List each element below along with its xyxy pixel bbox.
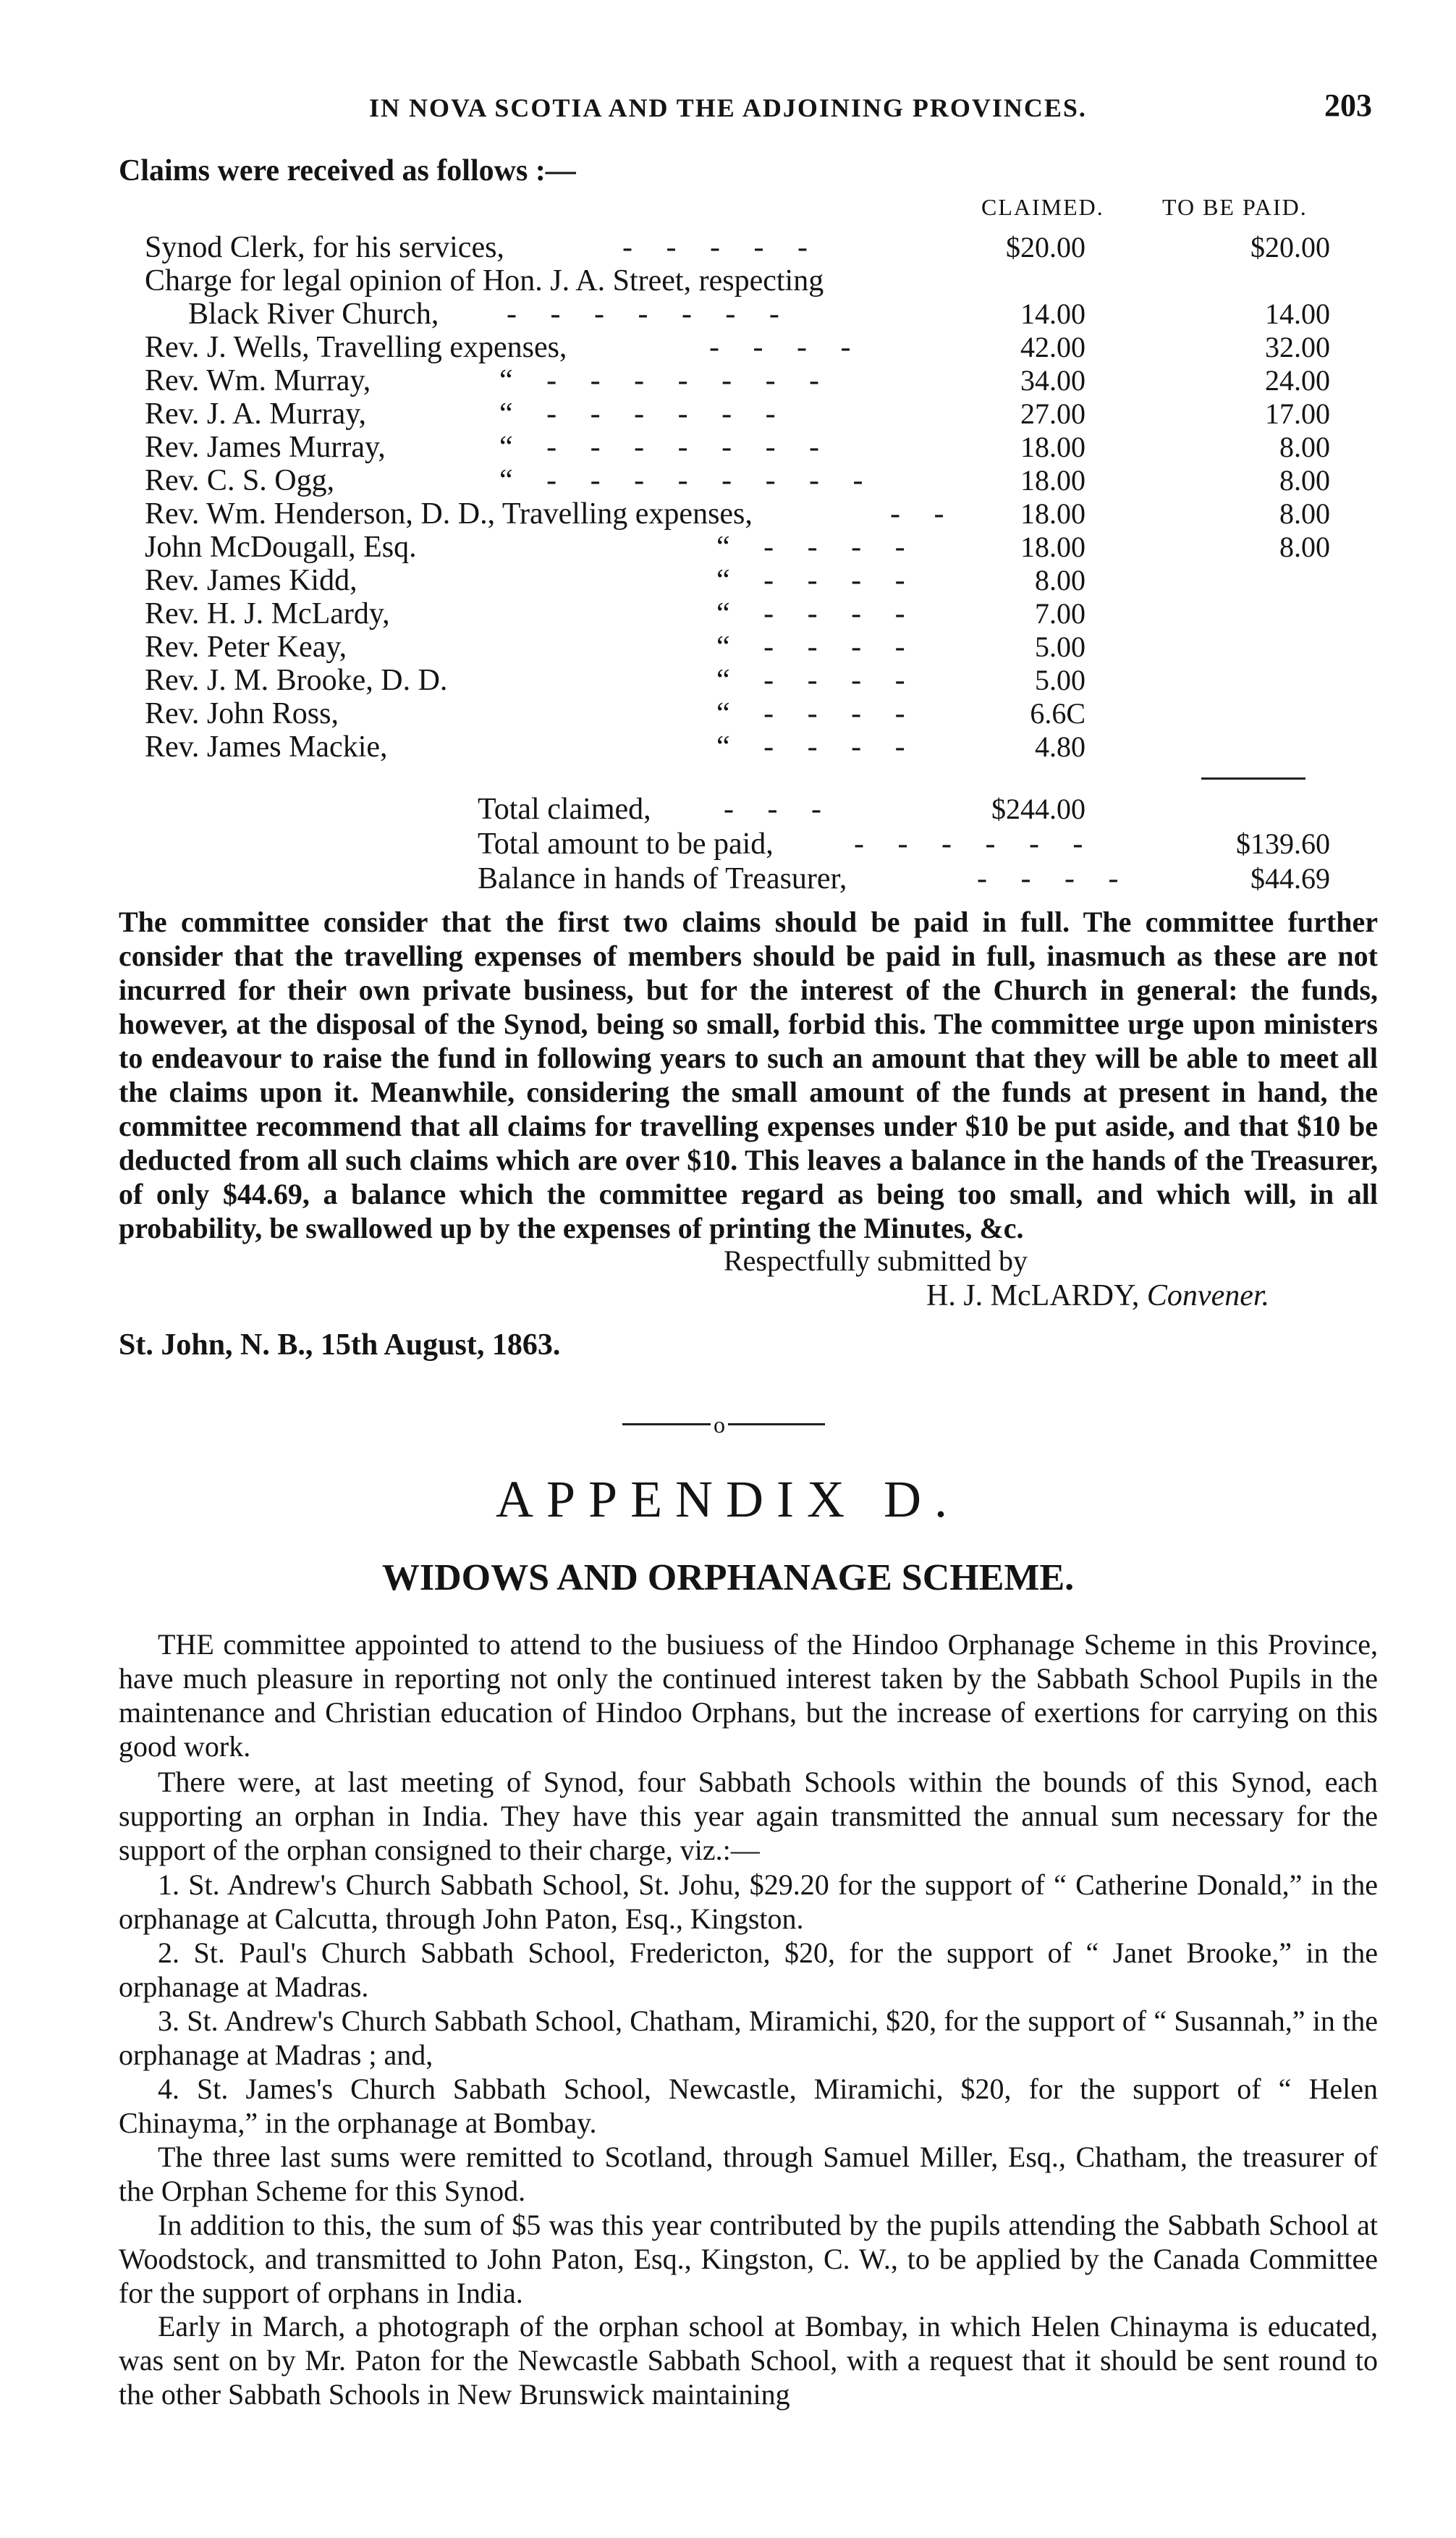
table-row [0,730,1456,763]
leader-dots: “ - - - - [716,664,918,697]
paragraph: The three last sums were remitted to Scotland, through Samuel Miller, Esq., Chatham, the treasurer of the Orphan Scheme for this Synod. [119,2141,1378,2207]
total-label: Balance in hands of Treasurer, [478,862,847,895]
total-row [0,792,1456,825]
claimed-amount: 18.00 [1020,431,1085,463]
balance-amount: $44.69 [1250,862,1330,895]
paragraph: Early in March, a photograph of the orphan school at Bombay, in which Helen Chinayma is educated, was sent on by Mr. Paton for the Newcastle Sabbath School, with a request that it should be sent round to the other Sabbath Schools in New Brunswick maintaining [119,2310,1378,2411]
running-title: IN NOVA SCOTIA AND THE ADJOINING PROVINCES. [369,93,1087,122]
claim-label: Rev. James Kidd, [145,564,357,597]
column-header-claimed: CLAIMED. [981,194,1104,220]
table-row [0,230,1456,264]
claim-label: Rev. H. J. McLardy, [145,597,390,631]
table-row [0,696,1456,730]
leader-dots: “ - - - - [716,730,918,764]
paragraph: THE committee appointed to attend to the busiuess of the Hindoo Orphanage Scheme in this Province, have much pleasure in reporting not only the continued interest taken by the Sabbath School Pupils in the maintenance and Christian education of Hindoo Orphans, but the increase of exertions for carrying on this good work. [119,1628,1378,1763]
table-row [0,596,1456,630]
list-item: 4. St. James's Church Sabbath School, Newcastle, Miramichi, $20, for the support of “ Helen Chinayma,” in the orphanage at Bombay. [119,2073,1378,2139]
claimed-amount: 27.00 [1020,397,1085,430]
leader-dots: - - - - - - - [507,298,792,331]
table-row [0,264,1456,297]
signer-role: Convener. [1146,1279,1270,1312]
paragraph: In addition to this, the sum of $5 was this year contributed by the pupils attending the Sabbath School at Woodstock, and transmitted to John Paton, Esq., Kingston, C. W., to be applied by the Canada Committee for the support of orphans in India. [119,2209,1378,2309]
table-row [0,663,1456,696]
claim-label: Rev. Peter Keay, [145,631,347,664]
list-item: 2. St. Paul's Church Sabbath School, Fredericton, $20, for the support of “ Janet Brooke,” in the orphanage at Madras. [119,1936,1378,2003]
committee-report-paragraph: The committee consider that the first two claims should be paid in full. The committee further consider that the travelling expenses of members should be paid in full, inasmuch as these are not incurred for their own private business, but for the interest of the Church in general: the funds, however, at the disposal of the Synod, being so small, forbid this. The committee urge upon ministers to endeavour to raise the fund in following years to such an amount that they will be able to meet all the claims upon it. Meanwhile, considering the small amount of the funds at present in hand, the committee recommend that all claims for travelling expenses under $10 be put aside, and that $10 be deducted from all such claims which are over $10. This leaves a balance in the hands of the Treasurer, of only $44.69, a balance which the committee regard as being too small, and which will, in all probability, be swallowed up by the expenses of printing the Minutes, &c. [119,906,1378,1244]
claim-label: Black River Church, [188,298,439,331]
claimed-amount: 18.00 [1020,464,1085,497]
paid-amount: 8.00 [1279,497,1330,530]
claimed-amount: 7.00 [1035,597,1085,630]
leader-dots: - - - - - - [854,827,1096,861]
total-label: Total amount to be paid, [478,827,774,861]
claimed-amount: $20.00 [1006,231,1085,264]
claimed-amount: 18.00 [1020,497,1085,530]
total-row [0,827,1456,860]
leader-dots: “ - - - - [716,697,918,730]
paid-amount: 32.00 [1265,331,1330,363]
claimed-amount: 14.00 [1020,298,1085,330]
paid-amount: 8.00 [1279,431,1330,463]
divider-ornament: o [711,1412,728,1438]
claimed-amount: 5.00 [1035,631,1085,663]
closing-line: Respectfully submitted by [724,1244,1028,1277]
claimed-amount: 6.6C [1030,697,1085,730]
paid-amount: 8.00 [1279,531,1330,563]
total-label: Total claimed, [478,793,651,826]
column-header-to-be-paid: TO BE PAID. [1162,194,1308,220]
claimed-amount: 5.00 [1035,664,1085,696]
claim-label: Rev. J. A. Murray, [145,397,367,431]
place-date: St. John, N. B., 15th August, 1863. [119,1328,561,1362]
total-paid-amount: $139.60 [1236,827,1330,860]
paid-amount: 14.00 [1265,298,1330,330]
claim-label: Rev. C. S. Ogg, [145,464,335,497]
claim-label: Rev. John Ross, [145,697,339,730]
claims-intro: Claims were received as follows :— [119,154,576,187]
table-row [0,330,1456,363]
table-row [0,497,1456,530]
table-row [0,530,1456,563]
paragraph: There were, at last meeting of Synod, four Sabbath Schools within the bounds of this Synod, each supporting an orphan in India. They have this year again transmitted the annual sum necessary for the support of the orphan consigned to their charge, viz.:— [119,1766,1378,1866]
claimed-amount: 42.00 [1020,331,1085,363]
claim-label: Rev. J. Wells, Travelling expenses, [145,331,567,364]
claim-label: Rev. James Murray, [145,431,386,464]
appendix-title: APPENDIX D. [495,1470,961,1528]
leader-dots: “ - - - - [716,564,918,597]
table-row [0,363,1456,397]
total-claimed-amount: $244.00 [991,793,1085,825]
claim-label: Rev. J. M. Brooke, D. D. [145,664,448,697]
paid-amount: 24.00 [1265,364,1330,397]
leader-dots: - - - [724,793,834,826]
table-row [0,630,1456,663]
leader-dots: “ - - - - - - - - [499,464,876,497]
leader-dots: “ - - - - - - - [499,431,833,464]
leader-dots: “ - - - - [716,631,918,664]
total-rule [1201,777,1305,780]
leader-dots: “ - - - - [716,597,918,631]
claimed-amount: 4.80 [1035,730,1085,763]
claim-label: Synod Clerk, for his services, [145,231,504,264]
leader-dots: - - [890,497,957,531]
table-row [0,430,1456,463]
page-number: 203 [1324,88,1372,123]
claimed-amount: 34.00 [1020,364,1085,397]
claim-label: Rev. Wm. Murray, [145,364,371,397]
table-row [0,297,1456,330]
paid-amount: 8.00 [1279,464,1330,497]
leader-dots: “ - - - - [716,531,918,564]
claim-label: John McDougall, Esq. [145,531,417,564]
table-row [0,397,1456,430]
section-title: WIDOWS AND ORPHANAGE SCHEME. [381,1557,1075,1598]
list-item: 1. St. Andrew's Church Sabbath School, St. Johu, $29.20 for the support of “ Catherine Donald,” in the orphanage at Calcutta, through John Paton, Esq., Kingston. [119,1868,1378,1935]
claim-label: Rev. Wm. Henderson, D. D., Travelling expenses, [145,497,753,531]
total-row [0,861,1456,895]
table-row [0,563,1456,596]
paid-amount: 17.00 [1265,397,1330,430]
leader-dots: - - - - [709,331,864,364]
signer-name: H. J. McLARDY, [926,1279,1140,1312]
list-item: 3. St. Andrew's Church Sabbath School, Chatham, Miramichi, $20, for the support of “ Susannah,” in the orphanage at Madras ; and, [119,2004,1378,2071]
signature [926,1278,1269,1313]
claimed-amount: 8.00 [1035,564,1085,596]
leader-dots: - - - - - [622,231,821,264]
claim-label: Charge for legal opinion of Hon. J. A. Street, respecting [145,264,824,298]
leader-dots: “ - - - - - - [499,397,789,431]
paid-amount: $20.00 [1250,231,1330,264]
leader-dots: “ - - - - - - - [499,364,833,397]
table-row [0,463,1456,497]
claimed-amount: 18.00 [1020,531,1085,563]
leader-dots: - - - - [977,862,1132,895]
claim-label: Rev. James Mackie, [145,730,388,764]
